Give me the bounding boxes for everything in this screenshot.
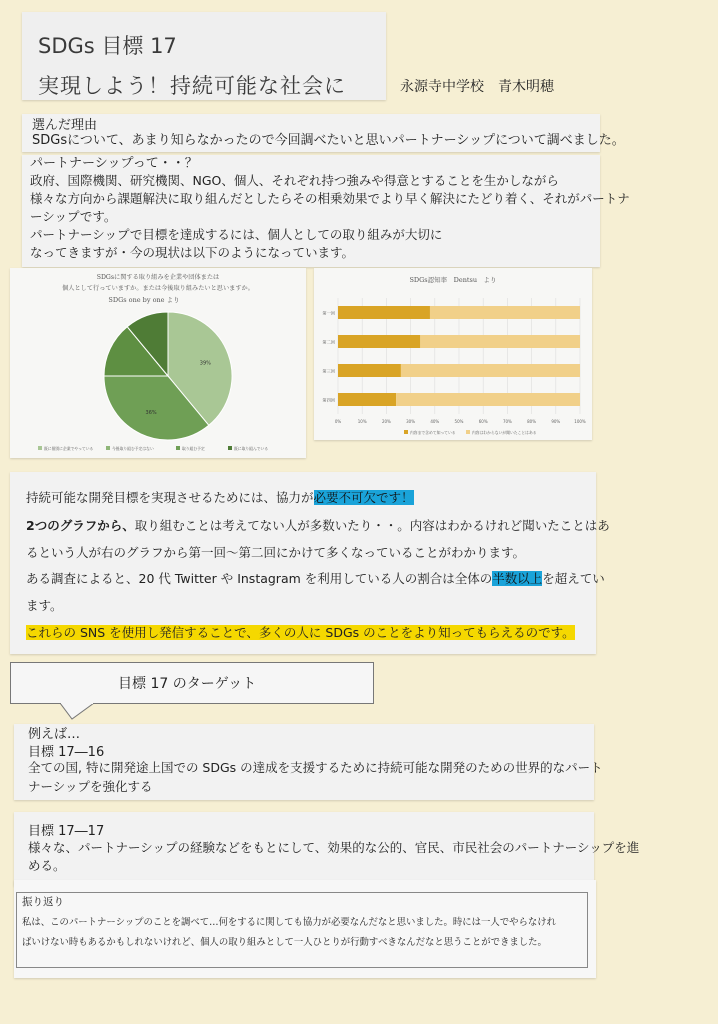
pie-legend-swatch xyxy=(106,446,110,450)
pie-legend-swatch xyxy=(38,446,42,450)
analysis-text: ある調査によると、20 代 Twitter や Instagram を利用している人の割合は全体の xyxy=(26,571,493,586)
target-title: 目標 17 のターゲット xyxy=(118,676,257,692)
bar-x-tick-label: 100% xyxy=(574,419,586,424)
target-16-text-1: 全ての国, 特に開発途上国での SDGs の達成を支援するために持続可能な開発のための世界的なパート xyxy=(28,760,603,775)
bar-title: SDGs認知率 Dentsu より xyxy=(409,276,497,284)
analysis-bold-text: 2つのグラフから、 xyxy=(26,518,135,533)
analysis-line-2 xyxy=(26,516,610,535)
reflection-box xyxy=(16,892,588,968)
analysis-text: を超えてい xyxy=(542,571,605,586)
bar-x-tick-label: 0% xyxy=(334,419,342,424)
pie-title: SDGsに関する取り組みを企業や団体または xyxy=(96,274,220,281)
bar-segment xyxy=(338,335,420,348)
highlight-blue: 半数以上 xyxy=(492,571,543,586)
highlight-blue: 必要不可欠です！ xyxy=(313,490,414,505)
bar-x-tick-label: 50% xyxy=(454,419,464,424)
target-17-label: 目標 17―17 xyxy=(28,824,105,839)
analysis-line-1 xyxy=(26,488,414,507)
analysis-line-3: るという人が右のグラフから第一回〜第二回にかけて多くなっていることがわかります。 xyxy=(26,545,526,560)
partnership-line: パートナーシップで目標を達成するには、個人としての取り組みが大切に xyxy=(30,227,443,242)
bar-x-tick-label: 40% xyxy=(430,419,440,424)
bar-chart xyxy=(314,268,592,440)
target-17-text-1: 様々な、パートナーシップの経験などをもとにして、効果的な公的、官民、市民社会のパートナーシップを進 xyxy=(28,840,640,855)
reason-label: 選んだ理由 xyxy=(32,118,98,133)
pie-legend-label: 今後取り組む予定はない xyxy=(112,446,154,451)
bar-chart-paper xyxy=(314,268,592,440)
partnership-body xyxy=(30,172,630,262)
poster-title: SDGs 目標 17 xyxy=(38,34,177,58)
pie-legend-label: 既に取り組んでいる xyxy=(234,446,269,451)
pie-data-label: 39% xyxy=(199,360,211,367)
bar-legend-label: 内容まで含めて知っている xyxy=(410,430,456,435)
pie-chart xyxy=(10,268,306,458)
target-17-text-2: める。 xyxy=(28,858,66,873)
bar-segment xyxy=(420,335,580,348)
bar-segment xyxy=(338,306,430,319)
bar-legend-swatch xyxy=(404,430,408,434)
poster-subtitle: 実現しよう！持続可能な社会に xyxy=(38,74,346,98)
bar-category-label: 第二回 xyxy=(322,339,335,345)
bar-category-label: 第一回 xyxy=(322,310,335,316)
partnership-line: なってきますが・今の現状は以下のようになっています。 xyxy=(30,245,355,260)
bar-x-tick-label: 10% xyxy=(357,419,367,424)
pie-legend-swatch xyxy=(176,446,180,450)
bar-x-tick-label: 90% xyxy=(551,419,561,424)
reflection-text-1: 私は、このパートナーシップのことを調べて…何をするに関しても協力が必要なんだなと思いました。時には一人でやらなけれ xyxy=(22,917,557,928)
pie-legend-label: 既に個別に企業でやっている xyxy=(44,446,94,451)
partnership-line: 政府、国際機関、研究機関、NGO、個人、それぞれ持つ強みや得意とすることを生かしながら xyxy=(30,173,559,188)
bar-segment xyxy=(338,393,396,406)
bar-legend-label: 内容はわからないが聞いたことはある xyxy=(472,430,537,435)
bar-x-tick-label: 20% xyxy=(381,419,391,424)
pie-legend-label: 取り組む予定 xyxy=(182,446,205,451)
bar-legend-swatch xyxy=(466,430,470,434)
author-name: 永源寺中学校 青木明穂 xyxy=(400,79,554,95)
bar-category-label: 第四回 xyxy=(322,397,335,403)
bar-x-tick-label: 60% xyxy=(478,419,488,424)
highlight-yellow: これらの SNS を使用し発信することで、多くの人に SDGs のことをより知ってもらえるのです。 xyxy=(26,625,575,640)
bar-segment xyxy=(430,306,580,319)
reflection-text-2: ばいけない時もあるかもしれないけれど、個人の取り組みとして一人ひとりが行動すべきなんだなと思うことができました。 xyxy=(22,937,547,948)
bar-category-label: 第三回 xyxy=(322,368,335,374)
partnership-line: ーシップです。 xyxy=(30,209,117,224)
pie-legend-swatch xyxy=(228,446,232,450)
partnership-label: パートナーシップって・・？ xyxy=(30,156,198,171)
speech-tail xyxy=(60,703,94,721)
partnership-line: 様々な方向から課題解決に取り組んだとしたらその相乗効果でより早く解決にたどり着く、それがパートナ xyxy=(30,191,630,206)
target-16-text-2: ナーシップを強化する xyxy=(28,779,153,794)
pie-title: 個人として行っていますか。または今後取り組みたいと思いますか。 xyxy=(62,285,254,292)
analysis-text: 持続可能な開発目標を実現させるためには、協力が xyxy=(26,490,314,505)
bar-x-tick-label: 80% xyxy=(527,419,537,424)
analysis-line-6 xyxy=(26,623,575,642)
reason-text: SDGsについて、あまり知らなかったので今回調べたいと思いパートナーシップについて調べました。 xyxy=(32,133,625,148)
example-label: 例えば… xyxy=(28,727,81,742)
bar-segment xyxy=(401,364,580,377)
analysis-text: 取り組むことは考えてない人が多数いたり・・。内容はわかるけれど聞いたことはあ xyxy=(134,518,610,533)
bar-segment xyxy=(396,393,580,406)
analysis-line-4 xyxy=(26,569,605,588)
analysis-line-5: ます。 xyxy=(26,598,63,613)
pie-chart-paper xyxy=(10,268,306,458)
bar-x-tick-label: 70% xyxy=(502,419,512,424)
reflection-label: 振り返り xyxy=(22,896,64,908)
pie-subtitle: SDGs one by one より xyxy=(108,296,180,304)
bar-x-tick-label: 30% xyxy=(406,419,416,424)
pie-data-label: 36% xyxy=(145,409,157,416)
bar-segment xyxy=(338,364,401,377)
target-16-label: 目標 17―16 xyxy=(28,745,105,760)
